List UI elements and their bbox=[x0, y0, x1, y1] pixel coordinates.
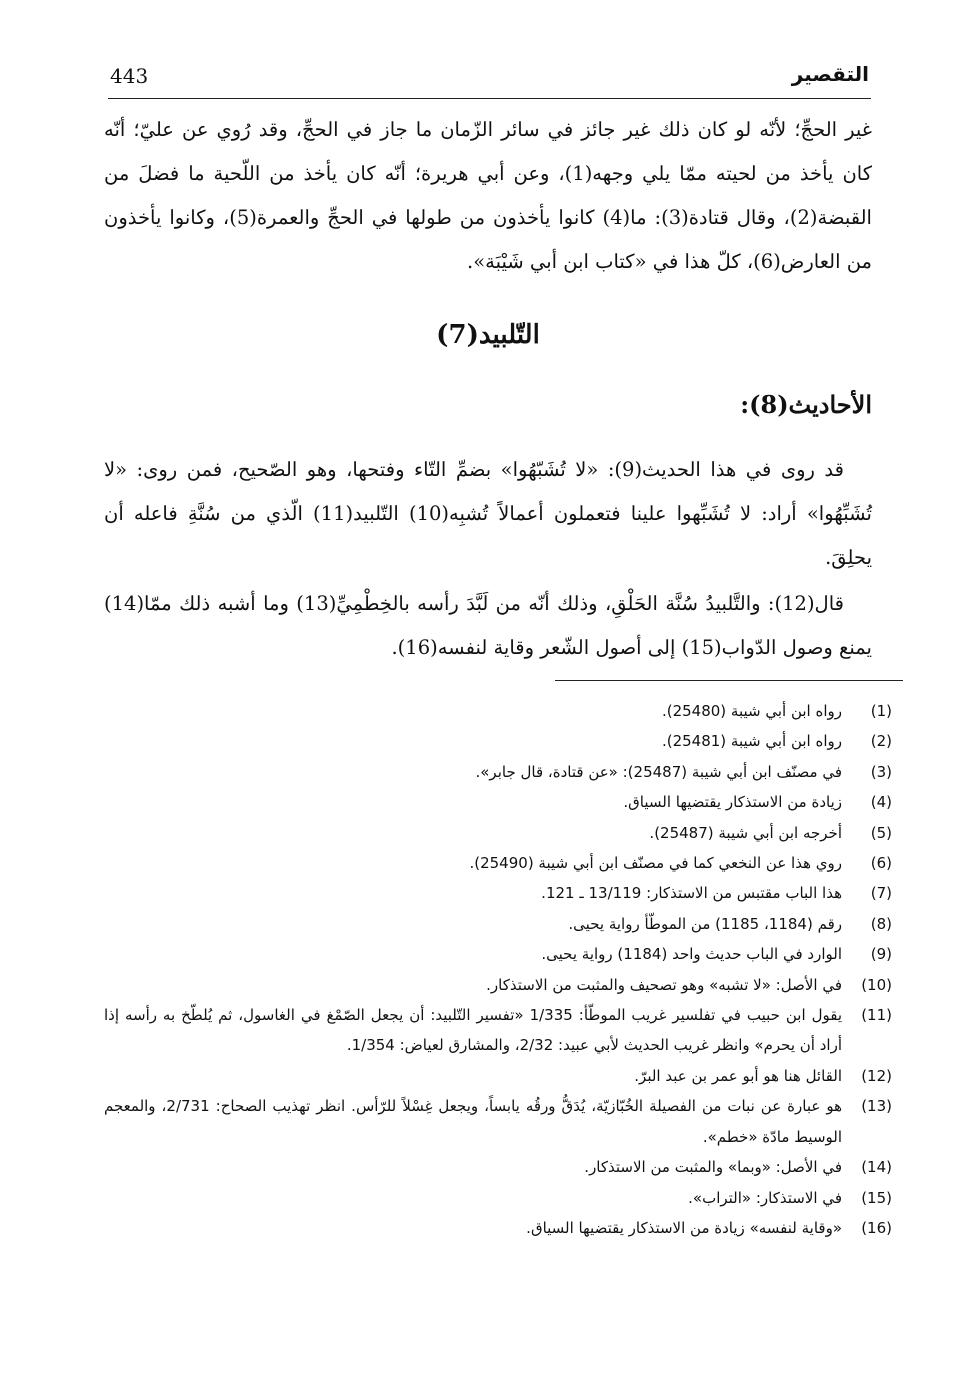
footnote-item bbox=[104, 970, 892, 1000]
section-title: التّلبيد(7) bbox=[436, 320, 540, 350]
footnote-text: روي هذا عن النخعي كما في مصنّف ابن أبي شيبة (25490). bbox=[469, 854, 842, 873]
footnote-number: (3) bbox=[870, 762, 892, 781]
running-title: التقصير bbox=[791, 62, 869, 86]
page-number: 443 bbox=[110, 64, 149, 88]
footnote-item bbox=[104, 909, 892, 939]
footnote-number: (8) bbox=[870, 914, 892, 933]
footnote-number: (6) bbox=[870, 854, 892, 873]
footnote-text: رواه ابن أبي شيبة (25481). bbox=[661, 732, 842, 751]
footnote-item bbox=[104, 726, 892, 756]
footnote-text: يقول ابن حبيب في تفلسير غريب الموطّأ: 1/335 «تفسير التّلبيد: أن يجعل الصّمْغ في الغاسول، ثم يُلطّخ به رأسه إذا أراد أن يحرم» وانظر غريب الحديث لأبي عبيد: 2/32، والمشارق لعياض: 1/354. bbox=[104, 1006, 843, 1055]
footnote-item bbox=[104, 757, 892, 787]
paragraph-hadith-reading: قد روى في هذا الحديث(9): «لا تُشَبّهُوا» بضمِّ التّاء وفتحها، وهو الصّحيح، فمن روى: «لا تُشَبِّهُوا» أراد: لا تُشَبِّهوا علينا فتعملون أعمالاً تُشبِه(10) التّلبيد(11) الّذي من سُنَّةِ فاعله أن يحلِقَ. bbox=[104, 458, 872, 569]
footnote-number: (15) bbox=[861, 1188, 892, 1207]
footnote-text: رقم (1184، 1185) من الموطّأ رواية يحيى. bbox=[568, 914, 842, 933]
footnote-text: هو عبارة عن نبات من الفصيلة الخُبّازيّة، يُدَقُّ ورقُه يابساً، ويجعل غِسْلاً للرّأس. انظر تهذيب الصحاح: 2/731، والمعجم الوسيط مادّة «خطم». bbox=[104, 1097, 842, 1146]
footnote-number: (5) bbox=[870, 823, 892, 842]
footnote-text: هذا الباب مقتبس من الاستذكار: 13/119 ـ 121. bbox=[541, 884, 842, 903]
footnote-number: (2) bbox=[870, 732, 892, 751]
footnote-item bbox=[104, 1213, 892, 1243]
subheading-hadiths: الأحاديث(8): bbox=[740, 390, 872, 419]
footnote-text: زيادة من الاستذكار يقتضيها السياق. bbox=[623, 793, 842, 812]
footnote-text: أخرجه ابن أبي شيبة (25487). bbox=[649, 823, 842, 842]
footnote-number: (11) bbox=[861, 1006, 892, 1025]
footnote-item bbox=[104, 848, 892, 878]
footnote-number: (16) bbox=[861, 1218, 892, 1237]
header-divider bbox=[108, 98, 871, 99]
footnote-divider bbox=[555, 680, 903, 681]
footnote-item bbox=[104, 878, 892, 908]
footnote-item bbox=[104, 818, 892, 848]
footnote-text: في الاستذكار: «التراب». bbox=[688, 1188, 842, 1207]
footnote-number: (9) bbox=[870, 945, 892, 964]
footnote-number: (7) bbox=[870, 884, 892, 903]
footnote-number: (4) bbox=[870, 793, 892, 812]
footnote-number: (1) bbox=[870, 702, 892, 720]
footnote-text: الوارد في الباب حديث واحد (1184) رواية يحيى. bbox=[541, 945, 842, 964]
footnote-number: (10) bbox=[861, 975, 892, 994]
footnotes bbox=[104, 696, 892, 1243]
footnote-item bbox=[104, 696, 892, 726]
footnote-text: رواه ابن أبي شيبة (25480). bbox=[661, 702, 842, 720]
footnote-item bbox=[104, 1091, 892, 1152]
paragraph-continuation: غير الحجِّ؛ لأنّه لو كان ذلك غير جائز في سائر الزّمان ما جاز في الحجِّ، وقد رُوي عن عليّ؛ أنّه كان يأخذ من لحيته ممّا يلي وجهه(1)، وعن أبي هريرة؛ أنّه كان يأخذ من اللّحية ما فضلَ من القبضة(2)، وقال قتادة(3): ما(4) كانوا يأخذون من طولها في الحجِّ والعمرة(5)، وكانوا يأخذون من العارض(6)، كلّ هذا في «كتاب ابن أبي شَيْبَة». bbox=[104, 118, 872, 273]
paragraph-talbid-sunnah: قال(12): والتَّلبيدُ سُنَّة الحَلْقِ، وذلك أنّه من لَبَّدَ رأسه بالخِطْمِيِّ(13) وما أشبه ذلك ممّا(14) يمنع وصول الدّواب(15) إلى أصول الشّعر وقاية لنفسه(16). bbox=[104, 592, 872, 659]
footnote-item bbox=[104, 1152, 892, 1182]
footnote-item bbox=[104, 1183, 892, 1213]
page-header bbox=[110, 58, 869, 98]
footnote-number: (12) bbox=[861, 1066, 892, 1085]
footnote-text: «وقاية لنفسه» زيادة من الاستذكار يقتضيها السياق. bbox=[526, 1218, 842, 1237]
footnote-item bbox=[104, 939, 892, 969]
footnote-text: في الأصل: «وبما» والمثبت من الاستذكار. bbox=[584, 1158, 842, 1177]
footnote-item bbox=[104, 1061, 892, 1091]
footnote-item bbox=[104, 787, 892, 817]
footnote-text: في الأصل: «لا تشبه» وهو تصحيف والمثبت من الاستذكار. bbox=[486, 975, 842, 994]
footnote-number: (13) bbox=[861, 1097, 892, 1116]
footnote-number: (14) bbox=[861, 1158, 892, 1177]
footnote-text: القائل هنا هو أبو عمر بن عبد البرّ. bbox=[634, 1066, 842, 1085]
footnote-item bbox=[104, 1000, 892, 1061]
footnote-text: في مصنّف ابن أبي شيبة (25487): «عن قتادة، قال جابر». bbox=[475, 762, 842, 781]
